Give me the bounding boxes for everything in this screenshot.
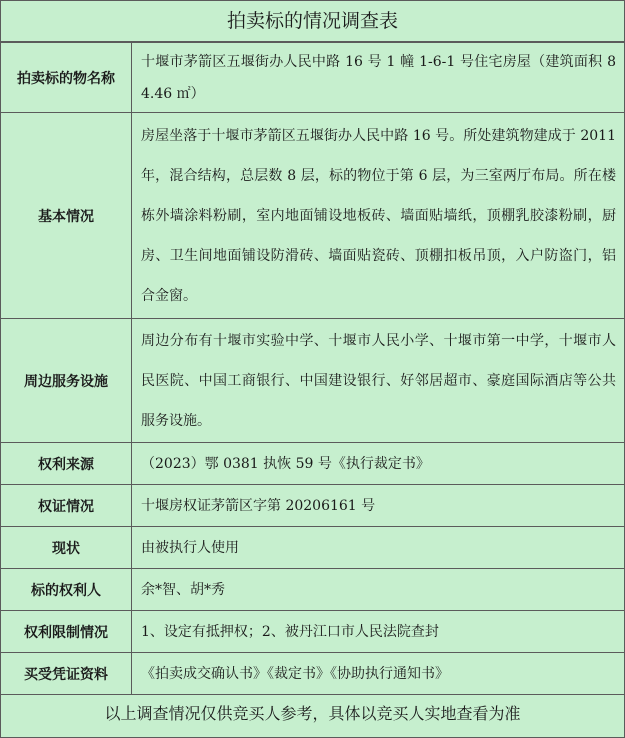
row-owner — [1, 569, 624, 611]
row-label: 权利限制情况 — [1, 611, 132, 653]
row-value: 余*智、胡*秀 — [132, 569, 625, 611]
row-rights-source — [1, 443, 624, 485]
row-label: 买受凭证资料 — [1, 653, 132, 695]
row-value: 由被执行人使用 — [132, 527, 625, 569]
row-value: 1、设定有抵押权；2、被丹江口市人民法院查封 — [132, 611, 625, 653]
row-label: 权利来源 — [1, 443, 132, 485]
row-value: 《拍卖成交确认书》《裁定书》《协助执行通知书》 — [132, 653, 625, 695]
row-label: 现状 — [1, 527, 132, 569]
row-label: 基本情况 — [1, 113, 132, 319]
row-value: 房屋坐落于十堰市茅箭区五堰街办人民中路 16 号。所处建筑物建成于 2011 年，混合结构，总层数 8 层，标的物位于第 6 层，为三室两厅布局。所在楼栋外墙涂料粉刷，室内地面铺设地板砖、墙面贴墙纸，顶棚乳胶漆粉刷，厨房、卫生间地面铺设防滑砖、墙面贴瓷砖、顶棚扣板吊顶，入户防盗门，铝合金窗。 — [132, 113, 625, 319]
row-basic-info — [1, 113, 624, 319]
row-status — [1, 527, 624, 569]
row-label: 标的权利人 — [1, 569, 132, 611]
info-table — [1, 42, 624, 695]
row-item-name — [1, 43, 624, 113]
disclaimer-footer: 以上调查情况仅供竞买人参考，具体以竞买人实地查看为准 — [104, 704, 521, 723]
row-label: 权证情况 — [1, 485, 132, 527]
row-restrictions — [1, 611, 624, 653]
row-value: （2023）鄂 0381 执恢 59 号《执行裁定书》 — [132, 443, 625, 485]
row-value: 十堰市茅箭区五堰街办人民中路 16 号 1 幢 1-6-1 号住宅房屋（建筑面积 84.46 ㎡） — [132, 43, 625, 113]
row-surrounding-facilities — [1, 319, 624, 443]
row-label: 拍卖标的物名称 — [1, 43, 132, 113]
row-value: 周边分布有十堰市实验中学、十堰市人民小学、十堰市第一中学，十堰市人民医院、中国工商银行、中国建设银行、好邻居超市、豪庭国际酒店等公共服务设施。 — [132, 319, 625, 443]
row-purchase-documents — [1, 653, 624, 695]
table-title: 拍卖标的情况调查表 — [1, 1, 624, 42]
row-value: 十堰房权证茅箭区字第 20206161 号 — [132, 485, 625, 527]
row-label: 周边服务设施 — [1, 319, 132, 443]
row-certificate — [1, 485, 624, 527]
